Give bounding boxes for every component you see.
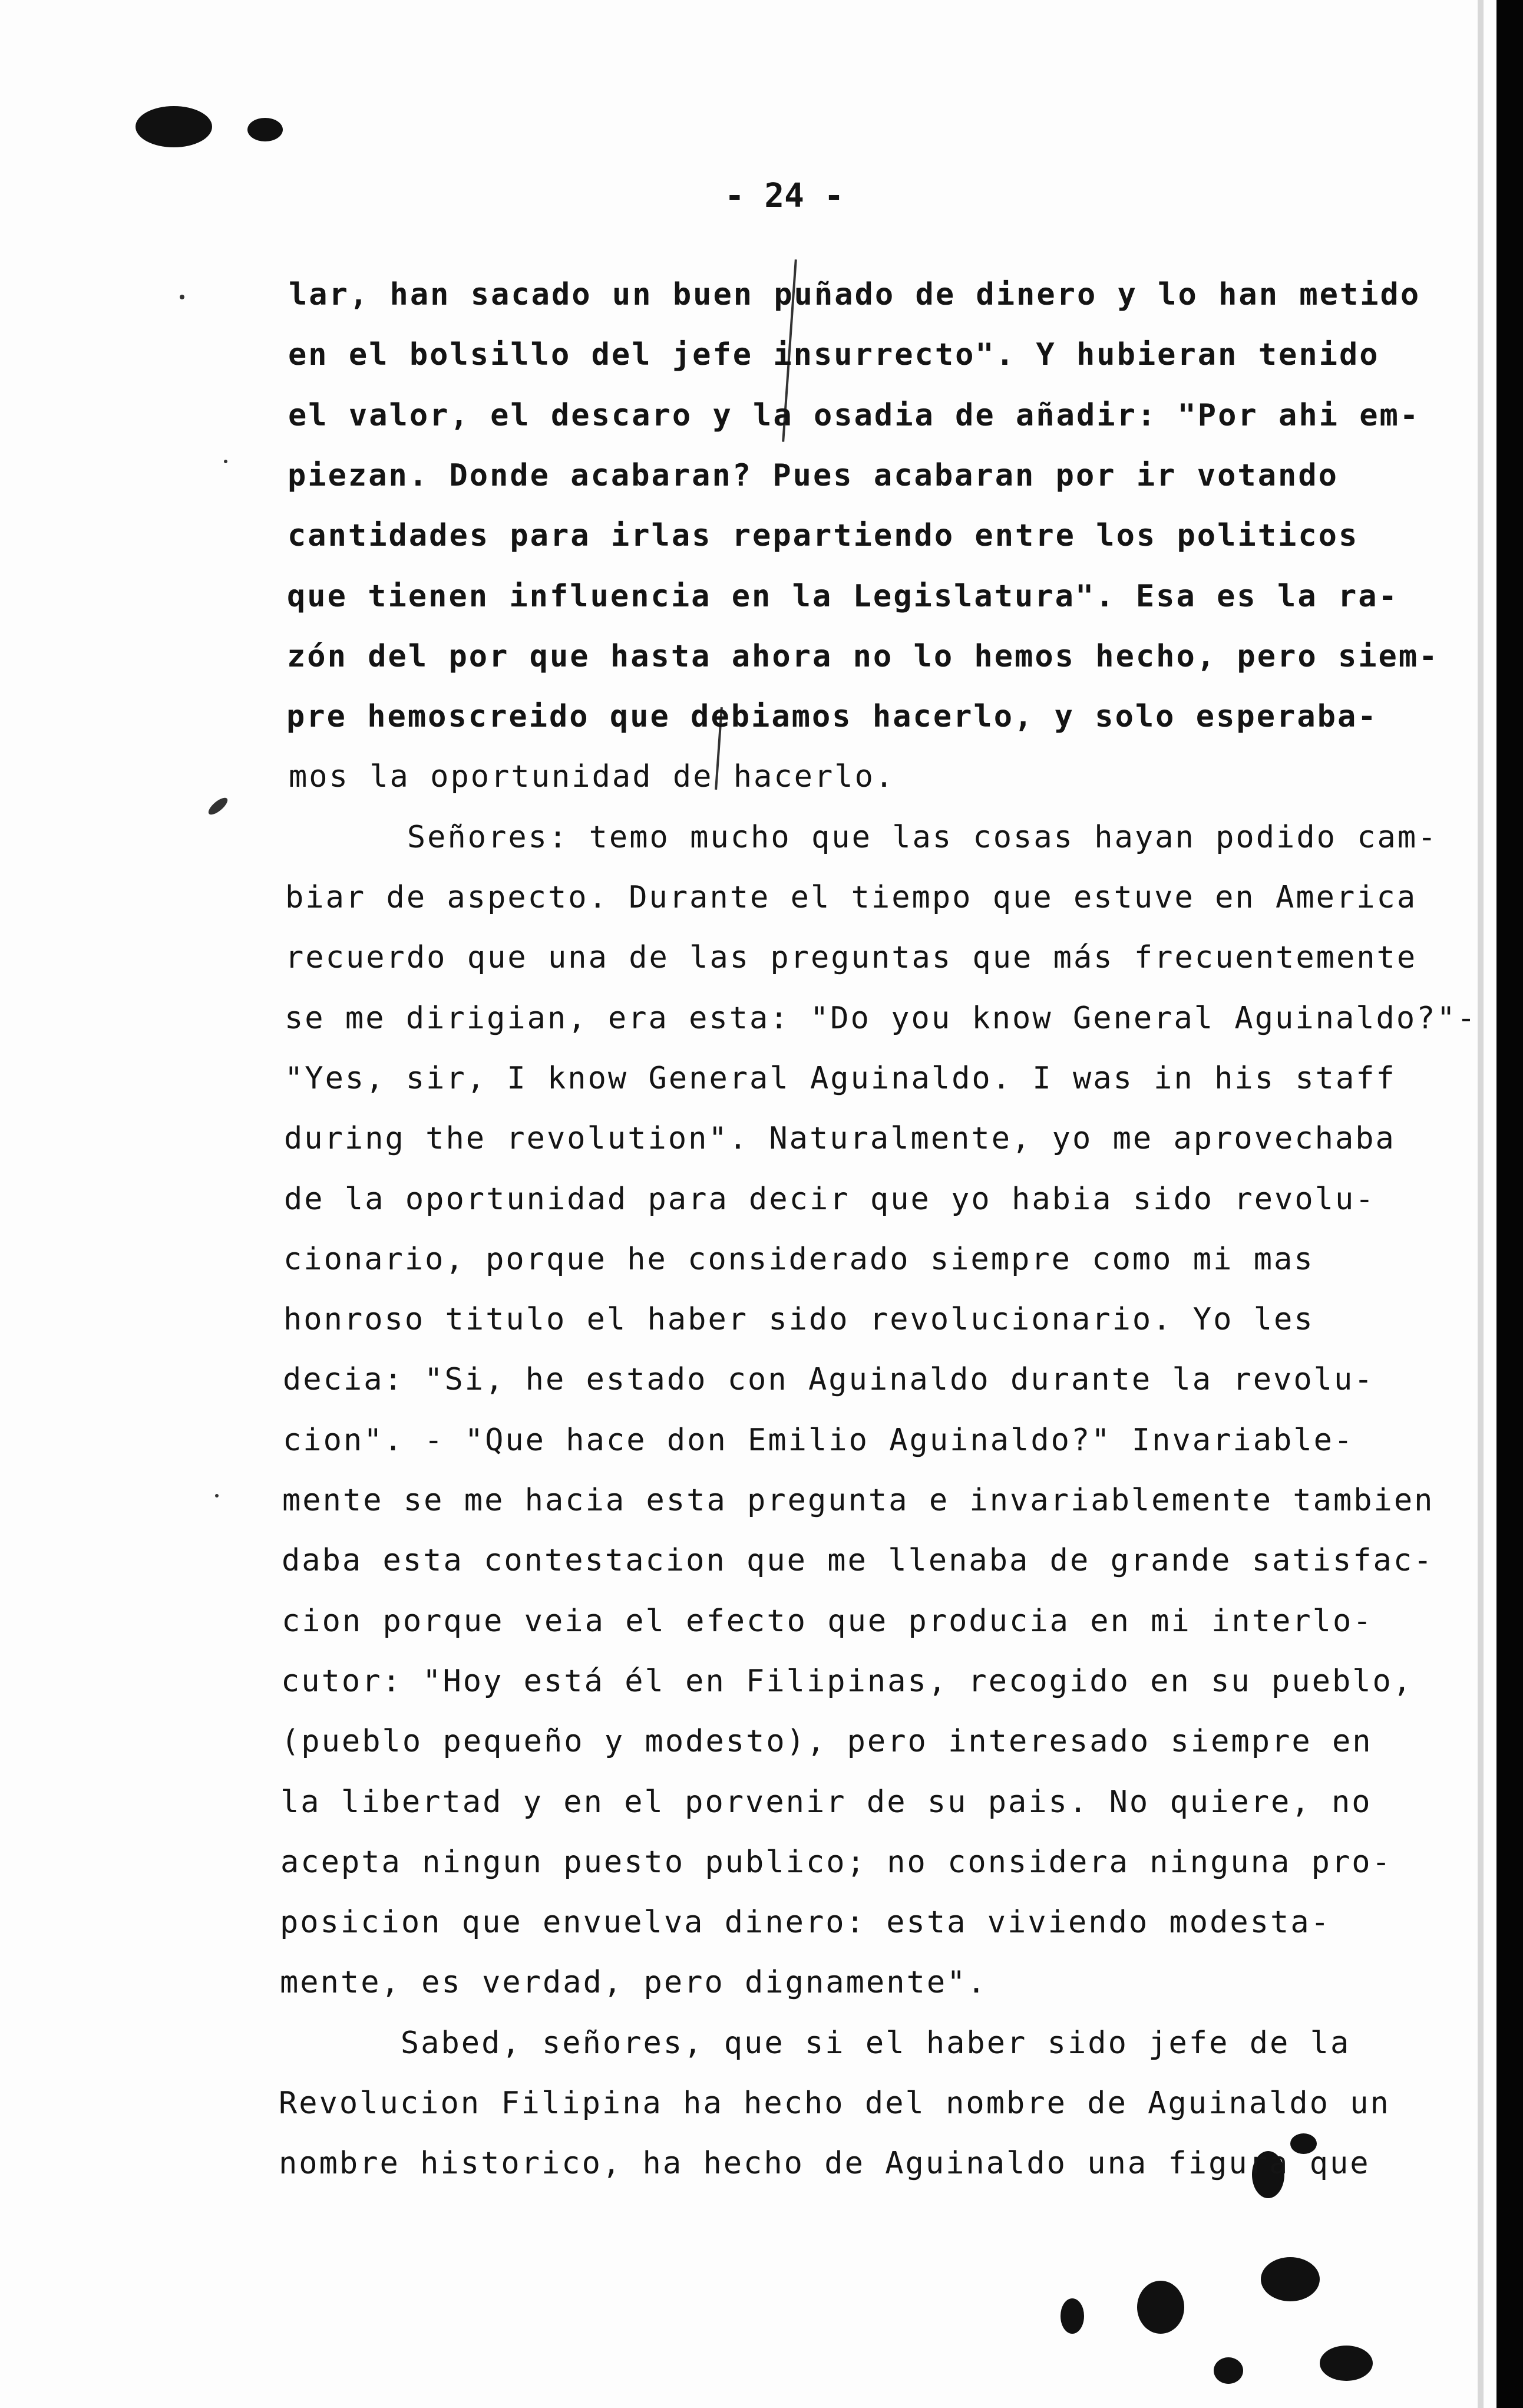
- text-line: la libertad y en el porvenir de su pais. No quiere, no: [280, 1784, 1372, 1820]
- text-line: cionario, porque he considerado siempre como mi mas: [283, 1242, 1314, 1277]
- text-line: mos la oportunidad de hacerlo.: [289, 759, 896, 794]
- text-line: during the revolution". Naturalmente, yo me aprovechaba: [284, 1121, 1396, 1156]
- text-line: honroso titulo el haber sido revolucionario. Yo les: [283, 1302, 1314, 1337]
- text-line: posicion que envuelva dinero: esta viviendo modesta-: [280, 1905, 1331, 1940]
- text-line: de la oportunidad para decir que yo habia sido revolu-: [284, 1182, 1376, 1217]
- text-line: Señores: temo mucho que las cosas hayan podido cam-: [286, 820, 1438, 855]
- page-number: - 24 -: [725, 177, 844, 215]
- text-line: cutor: "Hoy está él en Filipinas, recogido en su pueblo,: [281, 1664, 1413, 1699]
- text-line: daba esta contestacion que me llenaba de grande satisfac-: [282, 1543, 1434, 1578]
- margin-dot: [180, 295, 184, 299]
- text-line: pre hemoscreido que debiamos hacerlo, y solo esperaba-: [286, 699, 1378, 734]
- text-line: "Yes, sir, I know General Aguinaldo. I was in his staff: [285, 1061, 1396, 1096]
- page-margin-rule: [1478, 0, 1484, 2408]
- text-line: lar, han sacado un buen puñado de dinero y lo han metido: [289, 277, 1421, 312]
- ink-blot-top-left: [136, 106, 212, 147]
- text-line: nombre historico, ha hecho de Aguinaldo una figura que: [279, 2146, 1370, 2181]
- text-line: acepta ningun puesto publico; no considera ninguna pro-: [280, 1845, 1392, 1880]
- text-line: el valor, el descaro y la osadia de añadir: "Por ahi em-: [288, 398, 1420, 433]
- text-line: Revolucion Filipina ha hecho del nombre de Aguinaldo un: [279, 2086, 1390, 2121]
- text-line: recuerdo que una de las preguntas que más frecuentemente: [285, 940, 1418, 975]
- ink-blot-bottom-right: [1261, 2257, 1320, 2301]
- text-line: cantidades para irlas repartiendo entre los politicos: [288, 518, 1359, 553]
- ink-blot-bottom-right: [1137, 2281, 1184, 2334]
- text-line: mente se me hacia esta pregunta e invariablemente tambien: [282, 1483, 1435, 1518]
- ink-blot-bottom-right: [1320, 2346, 1373, 2381]
- ink-blot-bottom-right: [1214, 2357, 1243, 2384]
- ink-blot-bottom-right: [1061, 2298, 1084, 2334]
- scan-border: [1496, 0, 1523, 2408]
- text-line: Sabed, señores, que si el haber sido jefe de la: [279, 2026, 1351, 2061]
- text-line: cion". - "Que hace don Emilio Aguinaldo?" Invariable-: [283, 1423, 1354, 1458]
- ink-blot-top-left-small: [247, 118, 283, 141]
- text-line: zón del por que hasta ahora no lo hemos hecho, pero siem-: [287, 639, 1439, 674]
- margin-dot: [215, 1494, 219, 1497]
- text-line: se me dirigian, era esta: "Do you know General Aguinaldo?"-: [285, 1001, 1478, 1036]
- text-line: en el bolsillo del jefe insurrecto". Y hubieran tenido: [288, 337, 1380, 372]
- text-line: mente, es verdad, pero dignamente".: [280, 1965, 987, 2000]
- text-line: que tienen influencia en la Legislatura". Esa es la ra-: [287, 579, 1399, 614]
- text-line: cion porque veia el efecto que producia en mi interlo-: [282, 1604, 1373, 1639]
- margin-dot: [224, 460, 227, 463]
- text-line: decia: "Si, he estado con Aguinaldo durante la revolu-: [283, 1362, 1375, 1397]
- text-line: (pueblo pequeño y modesto), pero interesado siempre en: [281, 1724, 1373, 1759]
- text-line: biar de aspecto. Durante el tiempo que estuve en America: [285, 880, 1418, 915]
- text-line: piezan. Donde acabaran? Pues acabaran por ir votando: [288, 458, 1339, 493]
